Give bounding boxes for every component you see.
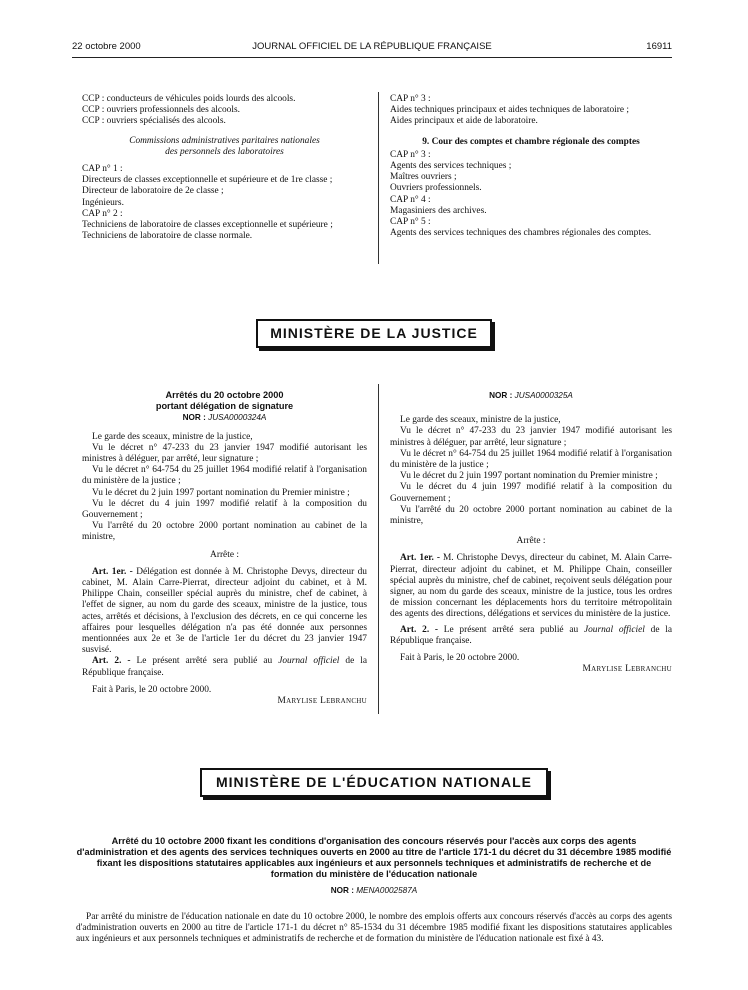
commission-heading: des personnels des laboratoires <box>165 146 284 157</box>
cap-item: Aides principaux et aide de laboratoire. <box>390 116 538 127</box>
cap-label: CAP n° 3 : <box>390 94 431 104</box>
cap-label: CAP n° 2 : <box>82 208 123 219</box>
cap-item: Ouvriers professionnels. <box>390 183 482 194</box>
cap-item: Aides techniques principaux et aides techniques de laboratoire ; <box>390 105 629 116</box>
decree-title: Arrêtés du 20 octobre 2000 <box>165 390 284 400</box>
nor-code: JUSA0000325A <box>514 391 573 400</box>
ccp-line: CCP : ouvriers spécialisés des alcools. <box>82 116 226 127</box>
header-title: JOURNAL OFFICIEL DE LA RÉPUBLIQUE FRANÇAISE <box>252 41 492 52</box>
education-section <box>76 836 672 945</box>
preamble-paragraph: Vu le décret du 2 juin 1997 portant nomination du Premier ministre ; <box>92 487 350 498</box>
cap-item: Ingénieurs. <box>82 197 124 208</box>
page-header <box>72 41 672 55</box>
justice-left-column <box>82 390 367 707</box>
cap-label: CAP n° 4 : <box>390 194 431 205</box>
nor-code: JUSA0000324A <box>208 413 267 423</box>
cap-label: CAP n° 5 : <box>390 217 431 228</box>
article-paragraph: Art. 1er. - Délégation est donnée à M. Christophe Devys, directeur du cabinet, M. Alain Carre-Pierrat, directeur adjoint du cabinet, et à M. Philippe Chain, conseiller spécial auprès du ministre, chef de cabinet, à l'effet de signer, au nom du garde des sceaux, ministre de la justice, tous actes, arrêtés et décisions, à l'exclusion des décrets, en ce qui concerne les affaires pour lesquelles délégation n'a pas été donnée aux personnes mentionnées aux 2e et 3e de l'article 1er du décret du 23 janvier 1947 susvisé. <box>82 566 367 656</box>
preamble-paragraph: Vu le décret n° 47-233 du 23 janvier 1947 modifié autorisant les ministres à déléguer, par arrêté, leur signature ; <box>390 426 672 448</box>
decree-title: Arrêté du 10 octobre 2000 fixant les conditions d'organisation des concours réservés pour l'accès aux corps des agents d'administration et des agents des services techniques ouverts en 2000 au titre de l'article 171-1 du décret du 31 décembre 1985 modifié fixant les dispositions statutaires applicables aux ingénieurs et aux personnels techniques et administratifs de recherche et de formation du ministère de l'éducation nationale <box>76 836 672 879</box>
arrete-label: Arrête : <box>516 536 546 547</box>
header-rule <box>72 57 672 58</box>
preamble-paragraph: Vu le décret du 4 juin 1997 modifié relatif à la composition du Gouvernement ; <box>82 498 367 521</box>
cap-item: Techniciens de laboratoire de classe normale. <box>82 231 253 242</box>
nor-reference: NOR : MENA0002587A <box>330 886 418 895</box>
signature-date: Fait à Paris, le 20 octobre 2000. <box>400 653 520 664</box>
article-paragraph: Art. 2. - Le présent arrêté sera publié au Journal officiel de la République française. <box>390 624 672 646</box>
ministry-education-heading: MINISTÈRE DE L'ÉDUCATION NATIONALE <box>200 768 548 797</box>
column-divider <box>378 384 379 714</box>
nor-code: MENA0002587A <box>356 886 418 895</box>
signature-date: Fait à Paris, le 20 octobre 2000. <box>92 684 212 695</box>
cap-item: Techniciens de laboratoire de classes exceptionnelle et supérieure ; <box>82 220 333 231</box>
arrete-label: Arrête : <box>210 549 239 560</box>
header-date: 22 octobre 2000 <box>72 41 141 52</box>
preamble-paragraph: Vu le décret n° 47-233 du 23 janvier 1947 modifié autorisant les ministres à déléguer, par arrêté, leur signature ; <box>82 442 367 465</box>
section-heading: 9. Cour des comptes et chambre régionale des comptes <box>422 136 640 147</box>
preamble-paragraph: Vu le décret du 2 juin 1997 portant nomination du Premier ministre ; <box>400 471 658 482</box>
preamble-paragraph: Vu le décret du 4 juin 1997 modifié relatif à la composition du Gouvernement ; <box>390 482 672 504</box>
cap-item: Directeur de laboratoire de 2e classe ; <box>82 186 224 197</box>
cap-label: CAP n° 1 : <box>82 164 123 175</box>
preamble-paragraph: Vu l'arrêté du 20 octobre 2000 portant nomination au cabinet de la ministre, <box>390 504 672 527</box>
preamble-paragraph: Le garde des sceaux, ministre de la justice, <box>92 431 253 442</box>
preamble-paragraph: Vu l'arrêté du 20 octobre 2000 portant nomination au cabinet de la ministre, <box>82 521 367 543</box>
preamble-paragraph: Vu le décret n° 64-754 du 25 juillet 1964 modifié relatif à l'organisation du ministère de la justice ; <box>82 465 367 487</box>
cap-item: Agents des services techniques ; <box>390 161 512 172</box>
article-paragraph: Art. 2. - Le présent arrêté sera publié au Journal officiel de la République française. <box>82 656 367 678</box>
nor-reference: NOR : JUSA0000325A <box>489 391 573 400</box>
justice-right-column <box>390 390 672 675</box>
top-left-column <box>82 94 367 242</box>
cap-label: CAP n° 3 : <box>390 149 431 160</box>
ccp-line: CCP : ouvriers professionnels des alcools. <box>82 105 240 116</box>
ccp-line: CCP : conducteurs de véhicules poids lourds des alcools. <box>82 94 296 104</box>
signature-name: Marylise Lebranchu <box>277 696 367 707</box>
signature-name: Marylise Lebranchu <box>582 664 672 675</box>
nor-reference: NOR : JUSA0000324A <box>182 413 267 423</box>
decree-title: portant délégation de signature <box>155 401 294 412</box>
decree-body: Par arrêté du ministre de l'éducation nationale en date du 10 octobre 2000, le nombre des emplois offerts aux concours réservés d'accès au corps des agents d'administration ouverts en 2000 au titre de l'article 171-1 du décret n° 85-1534 du 31 décembre 1985 modifié fixant les dispositions statutaires applicables aux ingénieurs et aux personnels techniques et administratifs de recherche et de formation du ministère de l'éducation nationale est fixé à 43. <box>76 912 672 944</box>
commission-heading: Commissions administratives paritaires nationales <box>129 135 320 146</box>
article-paragraph: Art. 1er. - M. Christophe Devys, directeur du cabinet, M. Alain Carre-Pierrat, directeur adjoint du cabinet, et M. Philippe Chain, conseiller spécial auprès du ministre, chef de cabinet, reçoivent seuls délégation pour signer, au nom du garde des sceaux, ministre de la justice, tous les ordres de mission concernant les déplacements hors du territoire métropolitain des agents des directions, délégations et services du ministère de la justice. <box>390 553 672 620</box>
column-divider <box>378 92 379 264</box>
header-page-number: 16911 <box>646 41 672 52</box>
preamble-paragraph: Le garde des sceaux, ministre de la justice, <box>400 415 561 426</box>
cap-item: Agents des services techniques des chambres régionales des comptes. <box>390 228 652 239</box>
cap-item: Magasiniers des archives. <box>390 205 487 216</box>
top-right-column <box>390 94 672 239</box>
preamble-paragraph: Vu le décret n° 64-754 du 25 juillet 1964 modifié relatif à l'organisation du ministère de la justice ; <box>390 448 672 471</box>
ministry-justice-heading: MINISTÈRE DE LA JUSTICE <box>256 319 492 348</box>
cap-item: Directeurs de classes exceptionnelle et supérieure et de 1re classe ; <box>82 175 333 186</box>
cap-item: Maîtres ouvriers ; <box>390 172 457 183</box>
